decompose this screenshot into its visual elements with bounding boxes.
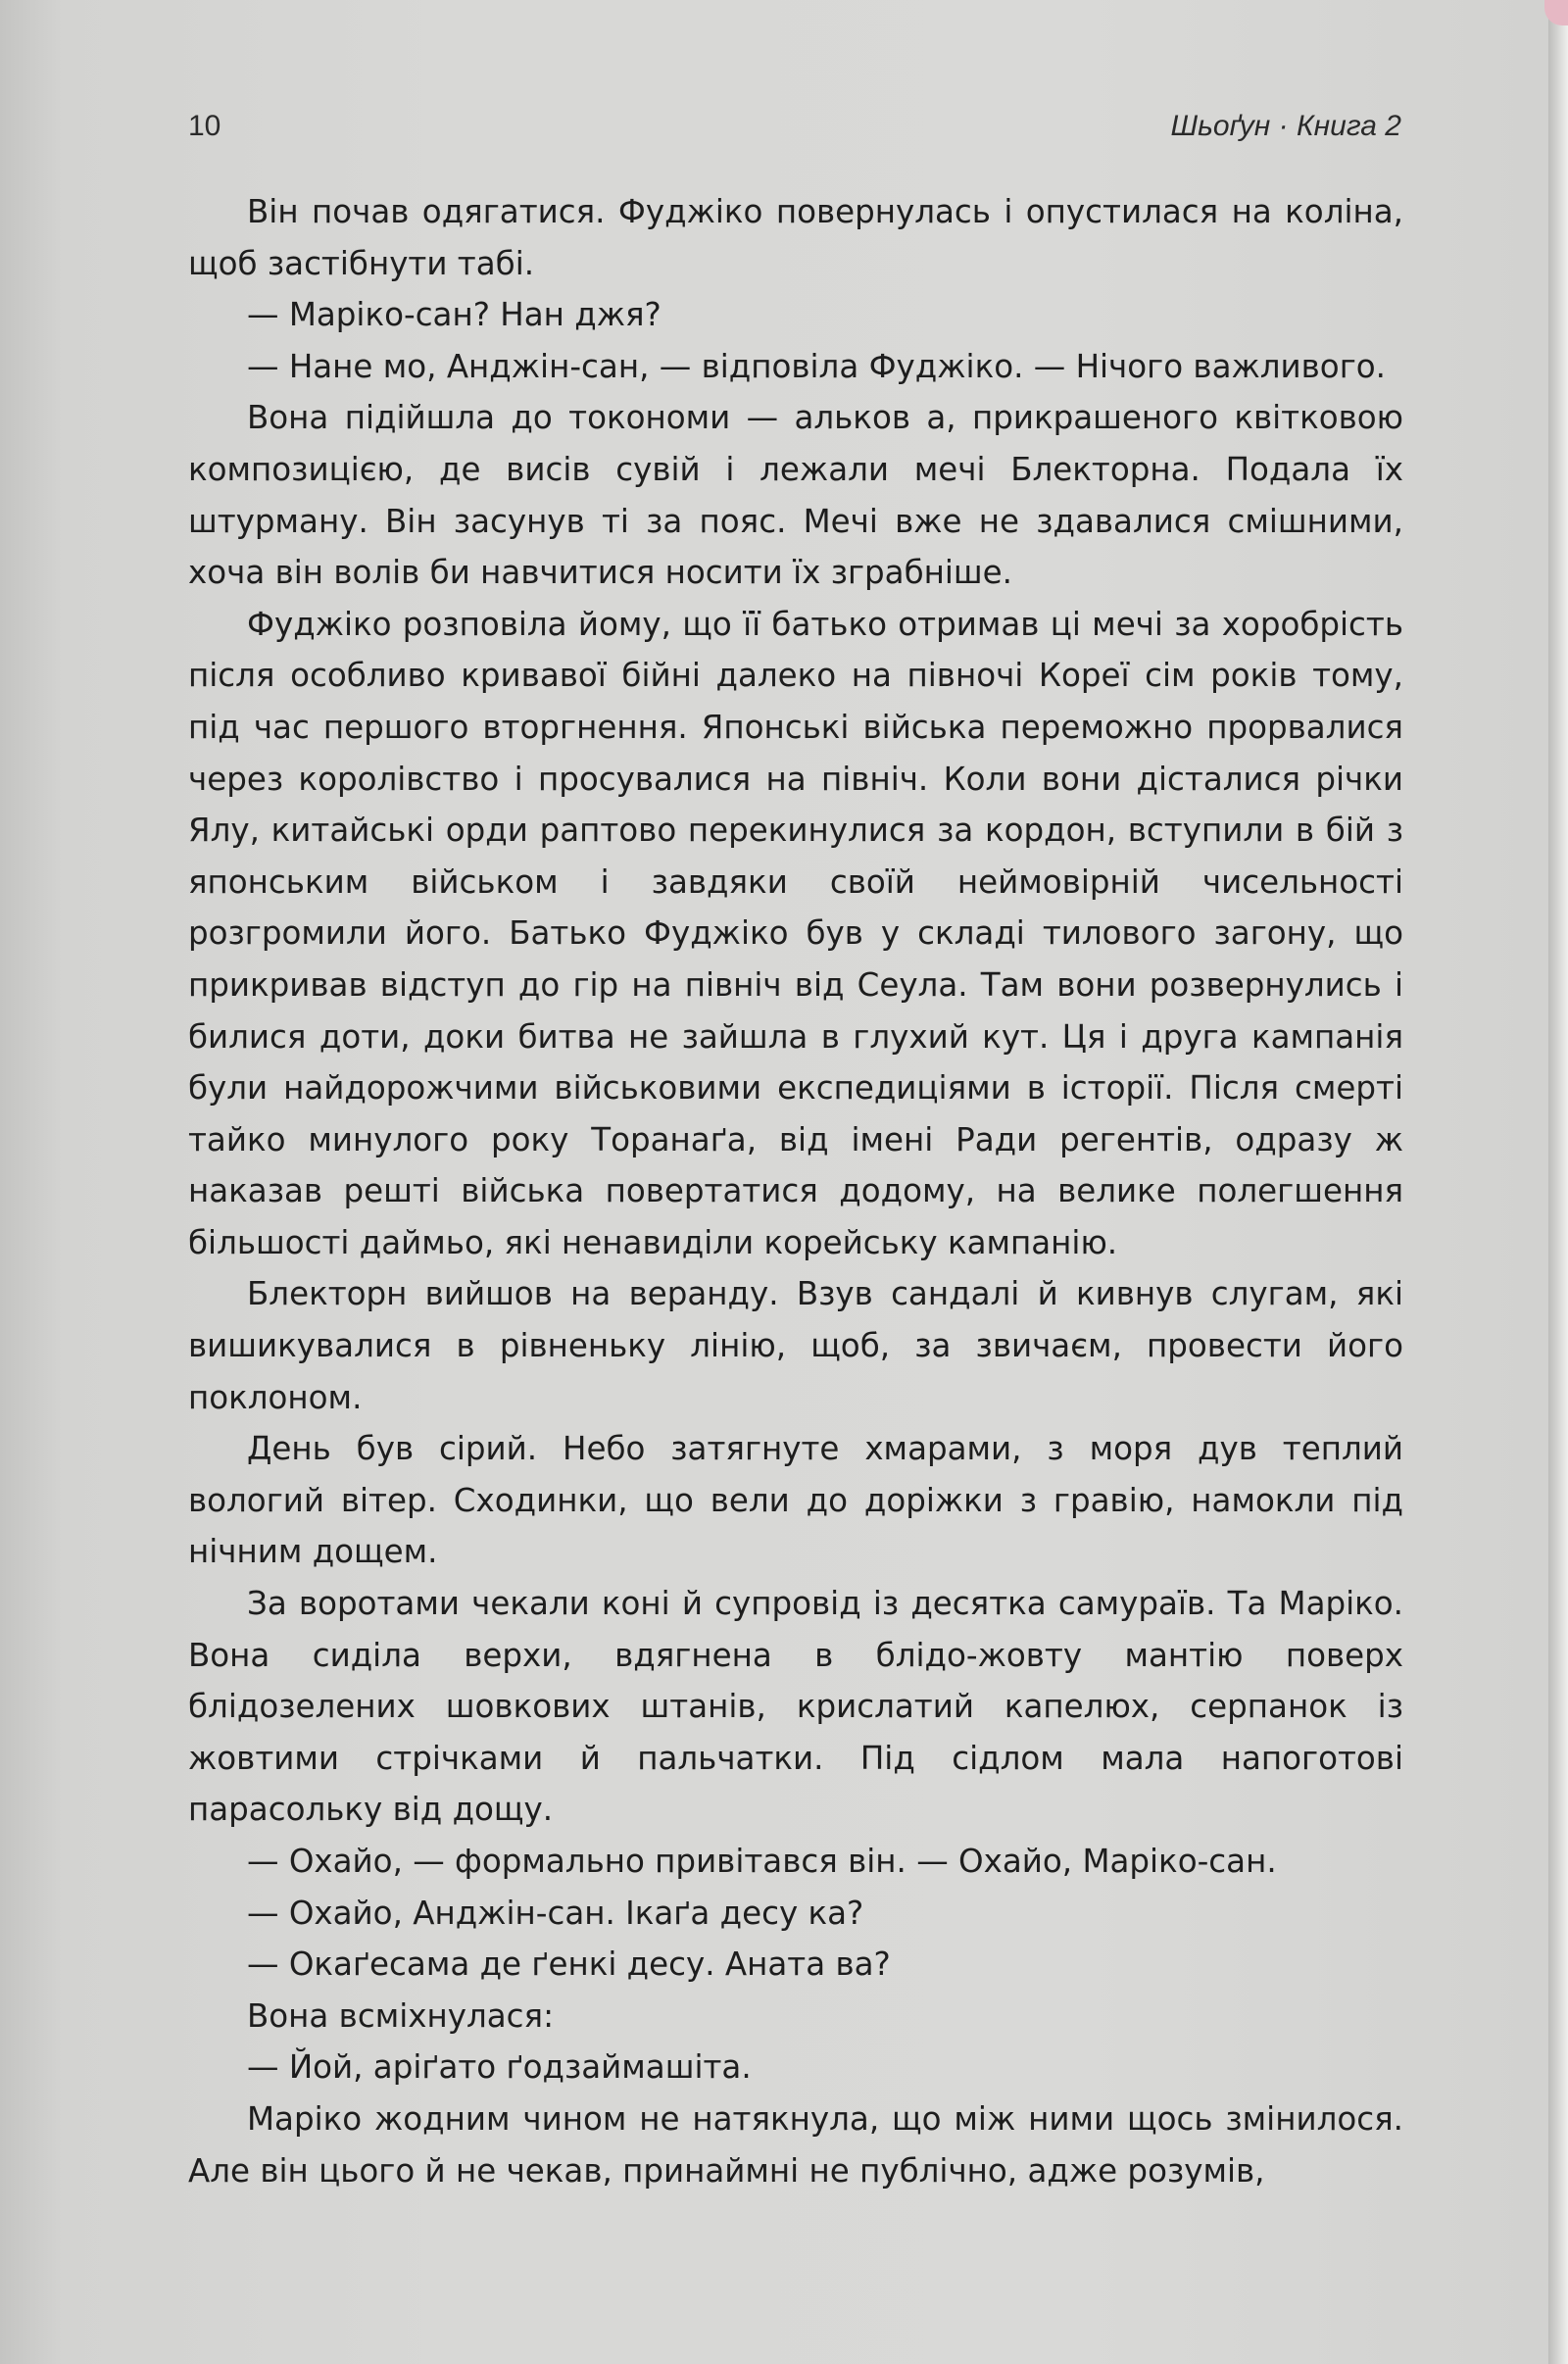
running-title: Шьоґун · Книга 2 — [1170, 110, 1401, 142]
page-number: 10 — [188, 110, 221, 142]
paragraph: Вона всміхнулася: — [247, 1996, 555, 2035]
paragraph: Блекторн вийшов на веранду. Взув сандалі й кивнув слугам, які вишикувалися в рівненьку лінію, щоб, за звичаєм, провести його поклоном. — [188, 1275, 1403, 1416]
page-edge — [1548, 0, 1568, 2364]
paragraph: — Нане мо, Анджін-сан, — відповіла Фуджіко. — Нічого важливого. — [247, 347, 1386, 385]
paragraph: Він почав одягатися. Фуджіко повернулась і опустилася на коліна, щоб застібнути табі. — [188, 193, 1403, 282]
page-header — [188, 110, 1401, 155]
paragraph: — Охайо, Анджін-сан. Ікаґа десу ка? — [247, 1894, 864, 1932]
paragraph: Маріко жодним чином не натякнула, що між ними щось змінилося. Але він цього й не чекав, принаймні не публічно, адже розумів, — [188, 2099, 1403, 2190]
paragraph: — Окаґесама де ґенкі десу. Аната ва? — [247, 1945, 891, 1984]
paragraph: Фуджіко розповіла йому, що її батько отримав ці мечі за хоробрість після особливо кривавої бійні далеко на півночі Кореї сім років тому, під час першого вторгнення. Японські війська переможно прорвалися через королівство і просувалися на північ. Коли вони дісталися річки Ялу, китайські орди раптово перекинулися за кордон, вступили в бій з японським військом і завдяки своїй неймовірній чисельності розгромили його. Батько Фуджіко був у складі тилового загону, що прикривав відступ до гір на північ від Сеула. Там вони розвернулись і билися доти, доки битва не зайшла в глухий кут. Ця і друга кампанія були найдорожчими військовими експедиціями в історії. Після смерті тайко минулого року Торанаґа, від імені Ради регентів, одразу ж наказав решті війська повертатися додому, на велике полегшення більшості даймьо, які ненавиділи корейську кампанію. — [188, 605, 1403, 1261]
paragraph: За воротами чекали коні й супровід із десятка самураїв. Та Маріко. Вона сиділа верхи, вдягнена в блідо-жовту мантію поверх блідозелених шовкових штанів, крислатий капелюх, серпанок із жовтими стрічками й пальчатки. Під сідлом мала напоготові парасольку від дощу. — [188, 1585, 1403, 1829]
paragraph: Вона підійшла до токономи — альков а, прикрашеного квітковою композицією, де висів сувій і лежали мечі Блекторна. Подала їх штурману. Він засунув ті за пояс. Мечі вже не здавалися смішними, хоча він волів би навчитися носити їх зграбніше. — [188, 399, 1403, 592]
paragraph: — Йой, аріґато ґодзаймашіта. — [247, 2048, 752, 2087]
body-text — [188, 186, 1403, 2196]
paragraph: — Охайо, — формально привітався він. — Охайо, Маріко-сан. — [247, 1843, 1277, 1880]
paragraph: День був сірий. Небо затягнуте хмарами, з моря дув теплий вологий вітер. Сходинки, що вели до доріжки з гравію, намокли під нічним дощем. — [188, 1430, 1403, 1571]
paragraph: — Маріко-сан? Нан джя? — [247, 296, 662, 334]
